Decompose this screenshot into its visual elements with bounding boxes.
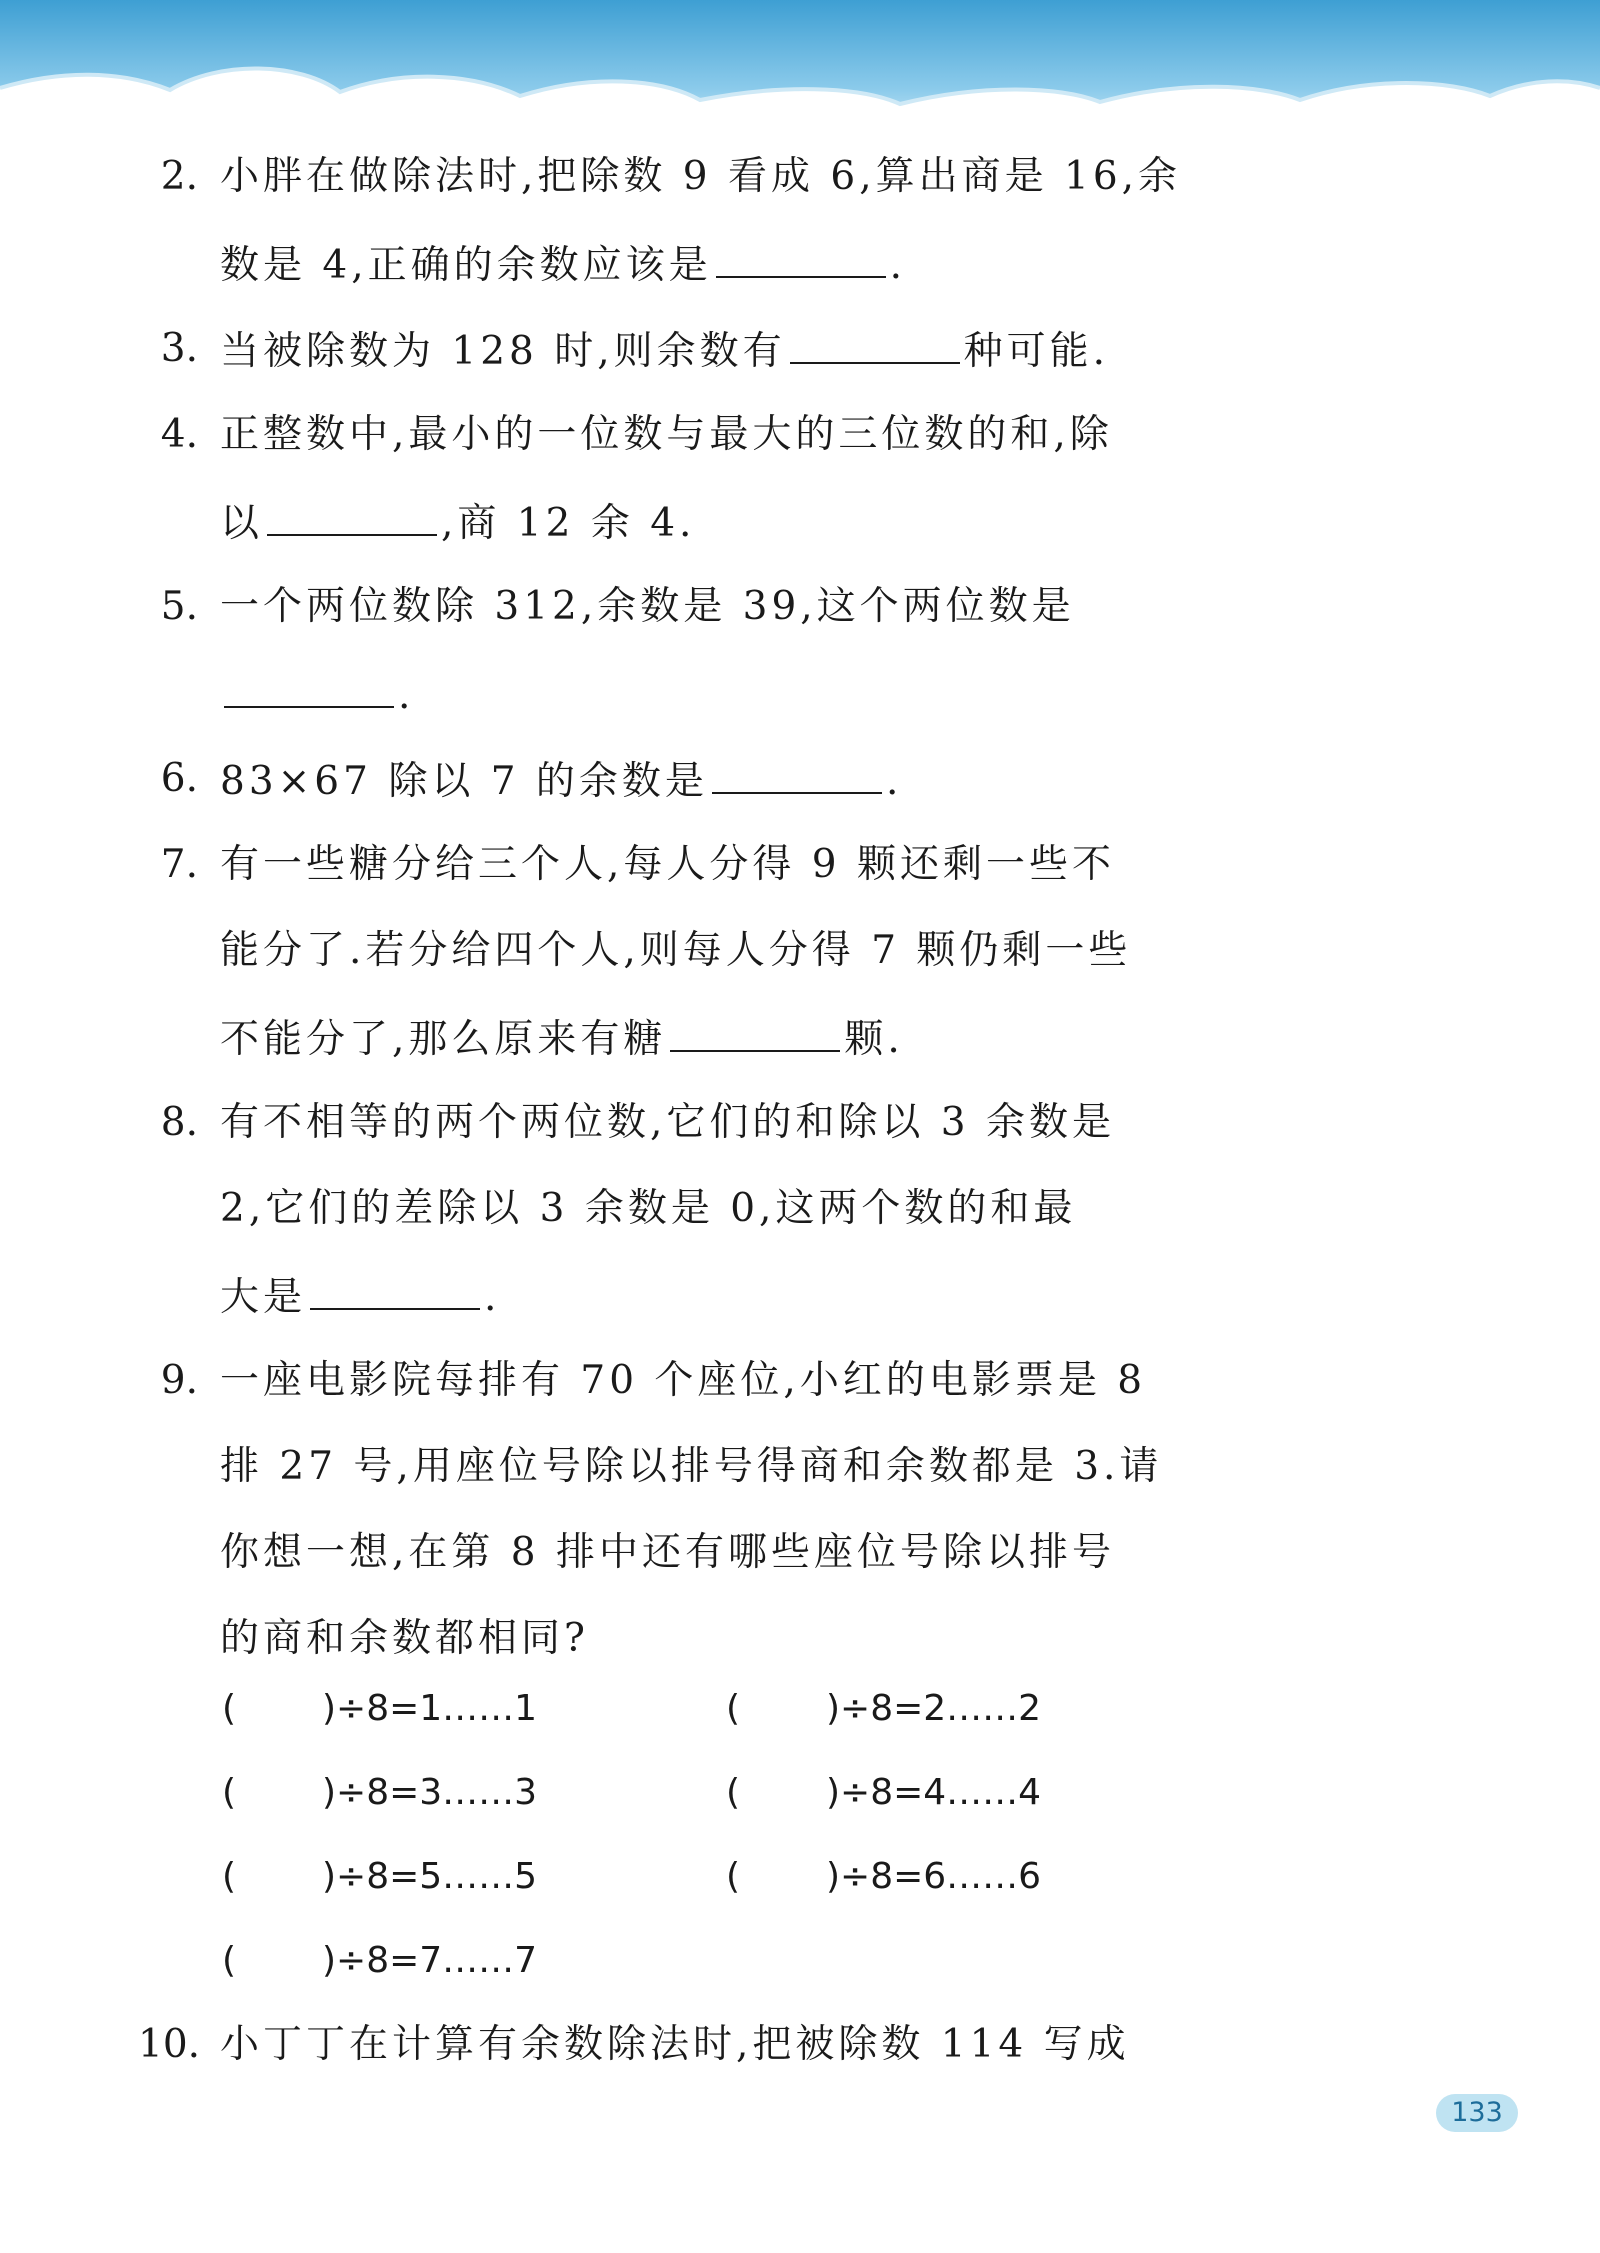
answer-blank[interactable] — [712, 754, 882, 794]
problem-text: 能分了.若分给四个人,则每人分得 7 颗仍剩一些 — [220, 928, 1132, 973]
problem-text-with-blank — [220, 238, 906, 291]
problem-text-with-blank — [220, 496, 695, 549]
problem-text-segment: 以 — [220, 501, 264, 546]
answer-blank[interactable] — [790, 324, 960, 364]
problem-number: 5. — [160, 584, 198, 629]
problem-number: 6. — [160, 756, 198, 801]
equation-item — [222, 1768, 537, 1818]
answer-paren[interactable]: ( — [222, 1688, 237, 1729]
problem-text-with-blank — [220, 1270, 500, 1323]
equation-text: )÷8=5……5 — [322, 1856, 538, 1897]
problem-text: 小胖在做除法时,把除数 9 看成 6,算出商是 16,余 — [220, 154, 1182, 199]
equation-item — [726, 1768, 1041, 1818]
problem-text: 2,它们的差除以 3 余数是 0,这两个数的和最 — [220, 1186, 1077, 1231]
problem-number: 4. — [160, 412, 198, 457]
problem-text: 的商和余数都相同? — [220, 1616, 589, 1661]
answer-blank[interactable] — [716, 238, 886, 278]
problem-text: 你想一想,在第 8 排中还有哪些座位号除以排号 — [220, 1530, 1116, 1575]
answer-paren[interactable]: ( — [222, 1856, 237, 1897]
answer-blank[interactable] — [670, 1012, 840, 1052]
problem-text-with-blank — [220, 668, 414, 721]
problem-text-segment: 数是 4,正确的余数应该是 — [220, 243, 712, 288]
problem-text-segment: 大是 — [220, 1275, 307, 1320]
problem-text-segment: . — [484, 1275, 501, 1320]
answer-paren[interactable]: ( — [222, 1772, 237, 1813]
equation-text: )÷8=6……6 — [826, 1856, 1042, 1897]
problem-text-segment: 当被除数为 128 时,则余数有 — [220, 329, 786, 374]
equation-item — [222, 1936, 537, 1986]
problem-text-segment: 颗. — [844, 1017, 904, 1062]
equation-text: )÷8=4……4 — [826, 1772, 1042, 1813]
problem-text-with-blank — [220, 1012, 904, 1065]
equation-text: )÷8=7……7 — [322, 1940, 538, 1981]
problem-text: 一个两位数除 312,余数是 39,这个两位数是 — [220, 584, 1075, 629]
equation-text: )÷8=2……2 — [826, 1688, 1042, 1729]
answer-paren[interactable]: ( — [726, 1856, 741, 1897]
equation-item — [222, 1684, 537, 1734]
problem-text: 有一些糖分给三个人,每人分得 9 颗还剩一些不 — [220, 842, 1116, 887]
problem-text: 排 27 号,用座位号除以排号得商和余数都是 3.请 — [220, 1444, 1163, 1489]
problem-number: 7. — [160, 842, 198, 887]
problem-number: 2. — [160, 154, 198, 199]
problem-text: 有不相等的两个两位数,它们的和除以 3 余数是 — [220, 1100, 1116, 1145]
answer-paren[interactable]: ( — [726, 1688, 741, 1729]
problem-number: 8. — [160, 1100, 198, 1145]
equation-item — [726, 1852, 1041, 1902]
problem-number: 3. — [160, 326, 198, 371]
answer-paren[interactable]: ( — [726, 1772, 741, 1813]
equation-text: )÷8=3……3 — [322, 1772, 538, 1813]
answer-paren[interactable]: ( — [222, 1940, 237, 1981]
problem-text-segment: ,商 12 余 4. — [441, 501, 696, 546]
problem-text: 一座电影院每排有 70 个座位,小红的电影票是 8 — [220, 1358, 1147, 1403]
problem-text-with-blank — [220, 754, 902, 807]
answer-blank[interactable] — [224, 668, 394, 708]
problem-text-segment: . — [885, 759, 903, 804]
equation-item — [222, 1852, 537, 1902]
problem-text-segment: 83×67 除以 7 的余数是 — [220, 759, 708, 804]
problem-text: 小丁丁在计算有余数除法时,把被除数 114 写成 — [220, 2022, 1130, 2067]
problem-text-with-blank — [220, 324, 1109, 377]
problem-number: 9. — [160, 1358, 198, 1403]
equation-item — [726, 1684, 1041, 1734]
problem-text-segment: . — [889, 243, 907, 288]
answer-blank[interactable] — [267, 496, 437, 536]
problem-text-segment: 不能分了,那么原来有糖 — [220, 1017, 667, 1062]
problem-text-segment: . — [398, 673, 415, 718]
equation-text: )÷8=1……1 — [322, 1688, 538, 1729]
problem-text: 正整数中,最小的一位数与最大的三位数的和,除 — [220, 412, 1113, 457]
problem-text-segment: 种可能. — [963, 329, 1110, 374]
page-number-badge: 133 — [1436, 2094, 1518, 2132]
answer-blank[interactable] — [310, 1270, 480, 1310]
problem-number: 10. — [138, 2022, 201, 2067]
